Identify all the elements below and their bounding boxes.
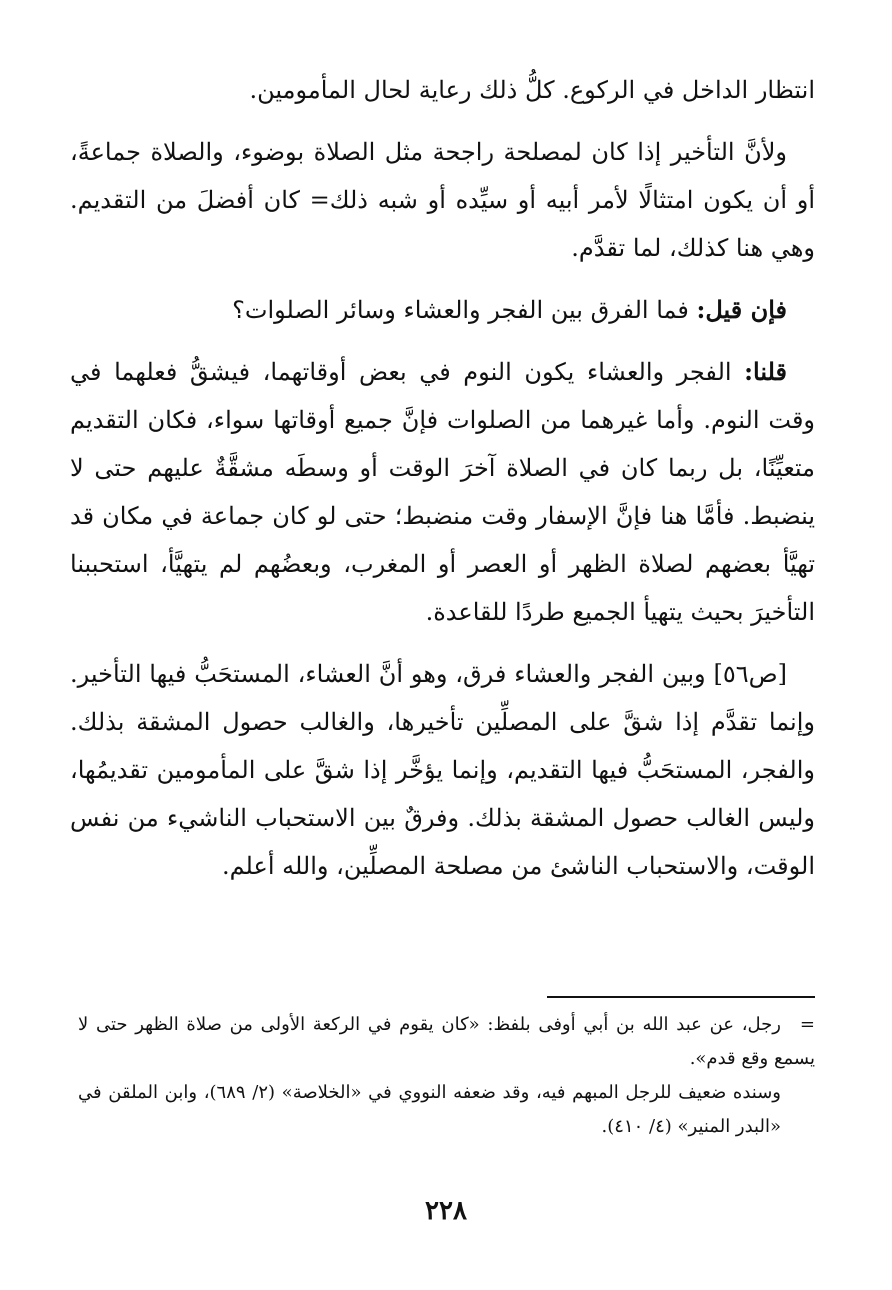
paragraph-2 bbox=[70, 128, 815, 272]
footnote-continued bbox=[78, 1008, 815, 1076]
paragraph-4 bbox=[70, 348, 815, 636]
footnote-line bbox=[78, 1076, 815, 1144]
footnote-text: وسنده ضعيف للرجل المبهم فيه، وقد ضعفه النووي في «الخلاصة» (٢/ ٦٨٩)، وابن الملقن في «البدر المنير» (٤/ ٤١٠). bbox=[78, 1082, 782, 1137]
footnote-divider bbox=[547, 996, 815, 998]
paragraph-text: [ص٥٦] وبين الفجر والعشاء فرق، وهو أنَّ العشاء، المستحَبُّ فيها التأخير. وإنما تقدَّم إذا شقَّ على المصلِّين تأخيرها، والغالب حصول المشقة بذلك. والفجر، المستحَبُّ فيها التقديم، وإنما يؤخَّر إذا شقَّ على المأمومين تقديمُها، وليس الغالب حصول المشقة بذلك. وفرقٌ بين الاستحباب الناشيء من نفس الوقت، والاستحباب الناشئ من مصلحة المصلِّين، والله أعلم. bbox=[70, 660, 815, 880]
page-number: ٢٢٨ bbox=[425, 1196, 467, 1226]
paragraph-5 bbox=[70, 650, 815, 890]
footnote-text: رجل، عن عبد الله بن أبي أوفى بلفظ: «كان يقوم في الركعة الأولى من صلاة الظهر حتى لا يسمع وقع قدم». bbox=[78, 1014, 815, 1069]
answer-lead: قلنا: bbox=[744, 357, 787, 386]
footnote-continuation-marker: = bbox=[799, 1014, 815, 1035]
paragraph-text: انتظار الداخل في الركوع. كلُّ ذلك رعاية لحال المأمومين. bbox=[249, 76, 815, 104]
paragraph-3 bbox=[70, 286, 815, 334]
paragraph-text: الفجر والعشاء يكون النوم في بعض أوقاتهما، فيشقُّ فعلهما في وقت النوم. وأما غيرهما من الصلوات فإنَّ جميع أوقاتها سواء، فكان التقديم متعيِّنًا، بل ربما كان في الصلاة آخرَ الوقت أو وسطَه مشقَّةٌ عليهم حتى لا ينضبط. فأمَّا هنا فإنَّ الإسفار وقت منضبط؛ حتى لو كان جماعة في مكان قد تهيَّأ بعضهم لصلاة الظهر أو العصر أو المغرب، وبعضُهم لم يتهيَّأ، استحببنا التأخيرَ بحيث يتهيأ الجميع طردًا للقاعدة. bbox=[70, 358, 816, 626]
paragraph-text: فما الفرق بين الفجر والعشاء وسائر الصلوات؟ bbox=[232, 296, 697, 324]
main-text bbox=[70, 66, 815, 904]
paragraph-1 bbox=[70, 66, 815, 114]
footnotes bbox=[78, 1008, 815, 1144]
paragraph-text: ولأنَّ التأخير إذا كان لمصلحة راجحة مثل الصلاة بوضوء، والصلاة جماعةً، أو أن يكون امتثالًا لأمر أبيه أو سيِّده أو شبه ذلك= كان أفضلَ من التقديم. وهي هنا كذلك، لما تقدَّم. bbox=[70, 138, 815, 262]
question-lead: فإن قيل: bbox=[696, 295, 787, 324]
